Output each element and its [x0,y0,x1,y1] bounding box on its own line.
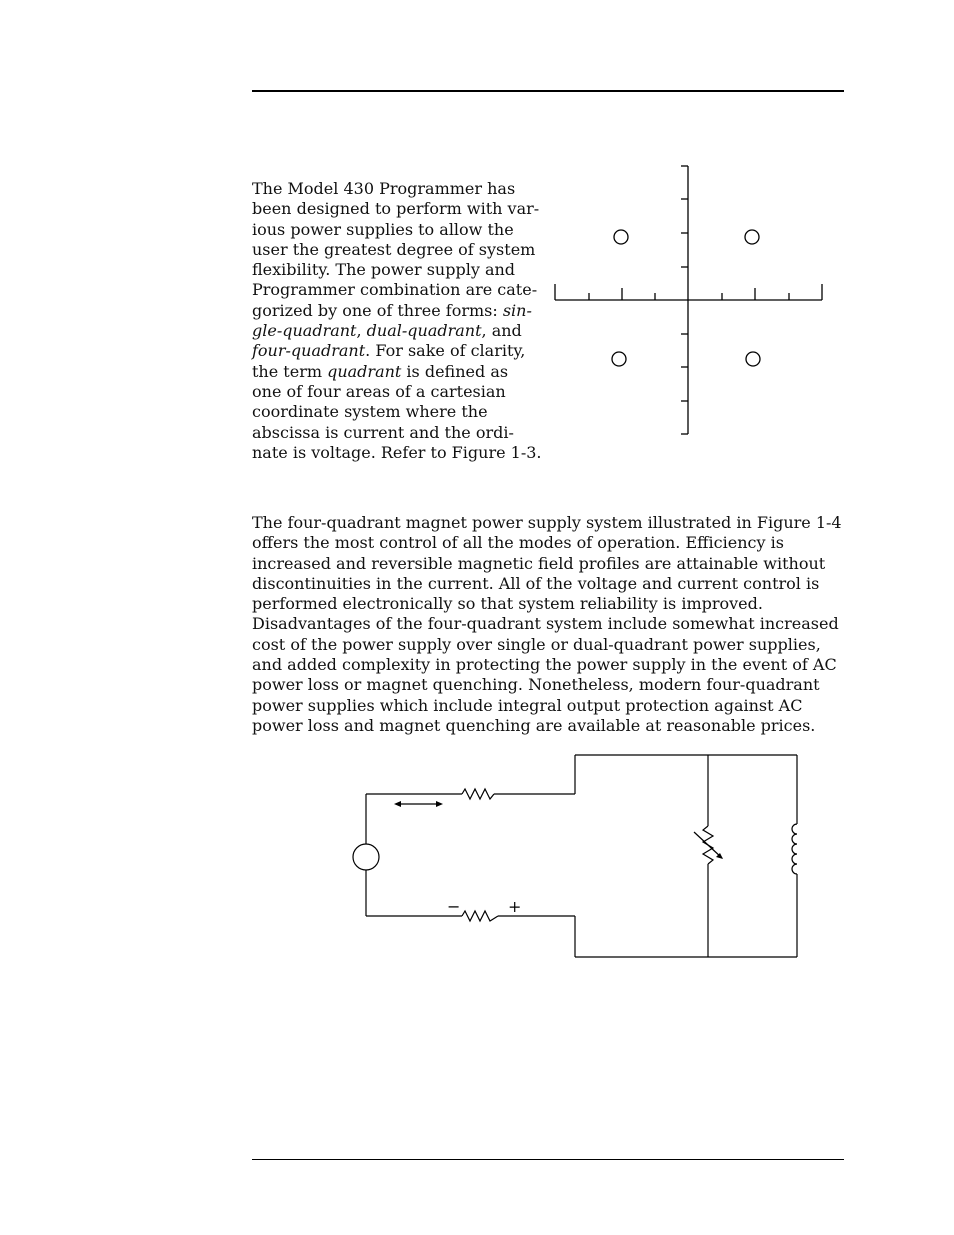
intro-text-3: is defined as one of four areas of a cartesian coordinate system where the abscissa is current and the ordinate is voltage. Refer to Figure 1-3. [252,361,542,462]
magnet-inductor-icon [792,824,797,874]
intro-paragraph [252,179,542,463]
four-quadrant-paragraph [252,513,844,736]
lead-resistor-top-icon [462,789,494,799]
power-supply-source-icon [353,844,379,870]
intro-text-1: The Model 430 Programmer has been designed to perform with various power supplies to allow the user the greatest degree of system flexibility. The power supply and Programmer combination are categorized by one of three forms: [252,179,540,320]
intro-sep-1: , [356,321,367,341]
lead-resistor-bottom-icon [462,911,498,921]
polarity-plus-label: + [508,897,522,916]
quadrant-marker-1 [745,230,759,244]
term-quadrant: quadrant [327,361,402,381]
quadrant-marker-3 [612,352,626,366]
header-rule [252,90,844,92]
intro-text-2: . For sake of clarity, the term [252,341,526,381]
quadrant-marker-4 [746,352,760,366]
protection-varistor-icon [703,826,713,864]
footer-rule [252,1159,844,1160]
polarity-minus-label: − [447,897,461,916]
term-dual-quadrant: dual-quadrant [366,321,482,341]
body-text: The four-quadrant magnet power supply system illustrated in Figure 1-4 offers the most control of all the modes of operation. Efficiency is increased and reversible magnetic field profiles are attainable without discontinuities in the current. All of the voltage and current control is performed electronically so that system reliability is improved. Disadvantages of the four-quadrant system include somewhat increased cost of the power supply over single or dual-quadrant power supplies, and added complexity in protecting the power supply in the event of AC power loss or magnet quenching. Nonetheless, modern four-quadrant power supplies which include integral output protection against AC power loss and magnet quenching are available at reasonable prices. [252,513,842,735]
term-four-quadrant: four-quadrant [252,341,366,361]
term-single-quadrant: single-quadrant [252,300,532,341]
intro-sep-2: , and [481,321,522,341]
quadrant-marker-2 [614,230,628,244]
varistor-arrow-head [716,853,723,859]
varistor-arrow [694,832,722,858]
arrow-head-left [394,801,401,807]
arrow-head-right [436,801,443,807]
